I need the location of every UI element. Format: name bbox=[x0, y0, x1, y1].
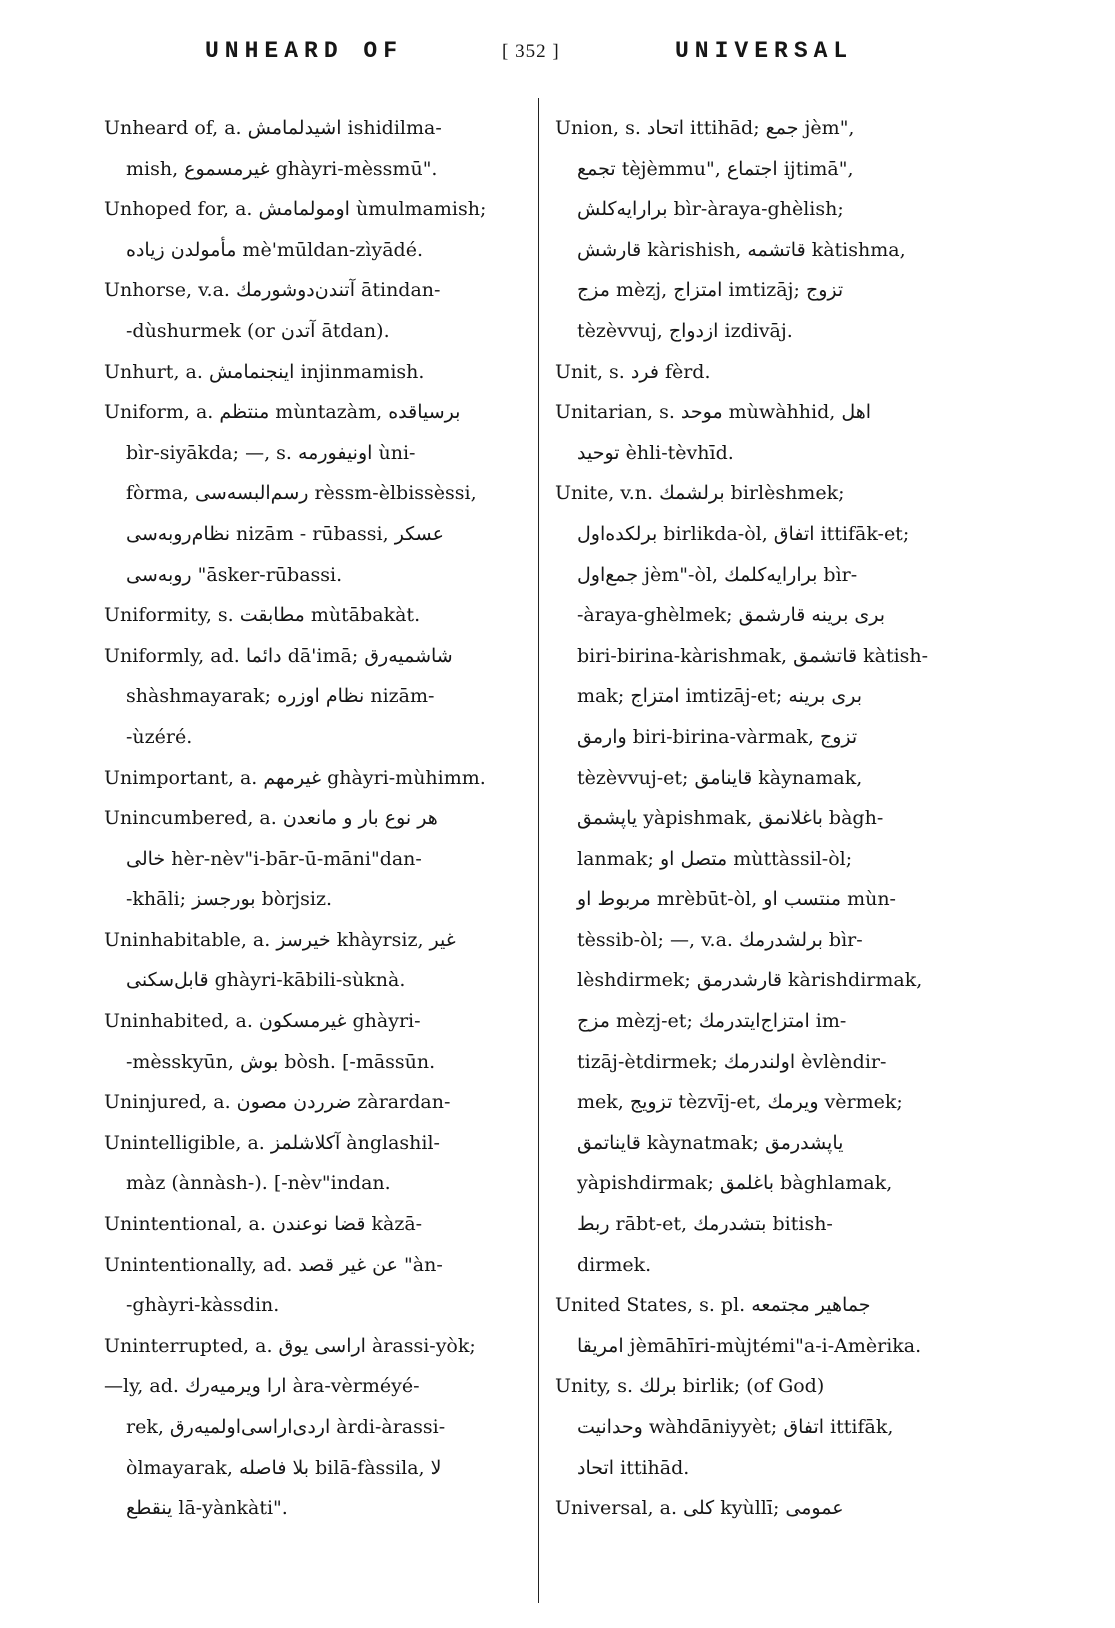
dictionary-line: اتحاد ittihād. bbox=[577, 1456, 690, 1479]
dictionary-line: biri-birina-kàrishmak, قاتشمق kàtish- bbox=[577, 644, 929, 667]
dictionary-line: United States, s. pl. جماهیر مجتمعه bbox=[555, 1294, 871, 1317]
dictionary-line: Unincumbered, a. هر نوع بار و مانعدن bbox=[104, 807, 438, 830]
dictionary-line: Uninhabited, a. غیرمسکون ghàyri- bbox=[104, 1010, 421, 1033]
dictionary-line: yàpishdirmak; باغلمق bàghlamak, bbox=[577, 1172, 893, 1195]
left-column bbox=[104, 108, 514, 1529]
dictionary-line: قایناتمق kàynatmak; یاپشدرمق bbox=[577, 1131, 844, 1154]
dictionary-line: Unintelligible, a. آکلاشلمز ànglashil- bbox=[104, 1131, 440, 1154]
dictionary-line: Unheard of, a. اشیدلمامش ishidilma- bbox=[104, 117, 442, 139]
dictionary-line: Unitarian, s. موحد mùwàhhid, اهل bbox=[555, 401, 872, 424]
dictionary-line: tèzèvvuj, ازدواج izdivāj. bbox=[577, 319, 793, 342]
dictionary-line: نظام‌روبه‌سی nizām - rūbassi, عسکر bbox=[126, 522, 444, 545]
dictionary-line: Uniform, a. منتظم mùntazàm, برسیاقده bbox=[104, 401, 461, 424]
dictionary-line: tèzèvvuj-et; قاینامق kàynamak, bbox=[577, 766, 863, 789]
dictionary-line: امریقا jèmāhīri-mùjtémi"a-i-Amèrika. bbox=[577, 1334, 922, 1357]
dictionary-line: ینقطع lā-yànkàti". bbox=[126, 1497, 288, 1520]
dictionary-line: mak; امتزاج imtizāj-et; بری برینه bbox=[577, 685, 863, 708]
dictionary-line: Unintentional, a. قضا نوعندن kàzā- bbox=[104, 1213, 423, 1236]
dictionary-line: خالی hèr-nèv"i-bār-ū-māni"dan- bbox=[126, 847, 422, 870]
dictionary-line: Unimportant, a. غیرمهم ghàyri-mùhimm. bbox=[104, 766, 486, 789]
dictionary-line: Unhurt, a. اینجنمامش injinmamish. bbox=[104, 360, 425, 383]
dictionary-line: یاپشمق yàpishmak, باغلانمق bàgh- bbox=[577, 807, 884, 830]
dictionary-line: mish, غیرمسموع ghàyri-mèssmū". bbox=[126, 157, 438, 180]
dictionary-line: Universal, a. کلی kyùllī; عمومی bbox=[555, 1497, 844, 1520]
dictionary-line: برلکده‌اول birlikda-òl, اتفاق ittifāk-et; bbox=[577, 522, 910, 545]
running-header bbox=[0, 38, 1115, 78]
dictionary-line: Uniformly, ad. دائما dā'imā; شاشمیه‌رق bbox=[104, 644, 453, 667]
dictionary-line: مربوط او mrèbūt-òl, منتسب او mùn- bbox=[577, 888, 896, 911]
dictionary-line: قارشش kàrishish, قاتشمه kàtishma, bbox=[577, 238, 906, 261]
dictionary-line: Unite, v.n. برلشمك birlèshmek; bbox=[555, 482, 845, 505]
header-last-word: UNIVERSAL bbox=[675, 38, 854, 64]
dictionary-line: ربط rābt-et, بتشدرمك bitish- bbox=[577, 1213, 833, 1236]
dictionary-line: -àraya-ghèlmek; بری برینه قارشمق bbox=[577, 604, 886, 627]
dictionary-line: Uninterrupted, a. اراسی یوق àrassi-yòk; bbox=[104, 1334, 476, 1357]
dictionary-line: توحید èhli-tèvhīd. bbox=[577, 441, 734, 464]
dictionary-line: tizāj-ètdirmek; اولندرمك èvlèndir- bbox=[577, 1050, 887, 1073]
page-number: [ 352 ] bbox=[502, 41, 560, 62]
dictionary-line: -ghàyri-kàssdin. bbox=[126, 1294, 280, 1317]
dictionary-line: shàshmayarak; نظام اوزره nizām- bbox=[126, 685, 435, 708]
dictionary-line: تجمع tèjèmmu", اجتماع ijtimā", bbox=[577, 157, 854, 180]
dictionary-line: rek, اردی‌اراسی‌اولمیه‌رق àrdi-àrassi- bbox=[126, 1416, 446, 1438]
dictionary-line: مزج mèzj, امتزاج imtizāj; تزوج bbox=[577, 279, 844, 302]
dictionary-line: —ly, ad. ارا ویرمیه‌رك àra-vèrméyé- bbox=[104, 1375, 420, 1398]
dictionary-line: lèshdirmek; قارشدرمق kàrishdirmak, bbox=[577, 969, 923, 992]
column-divider bbox=[538, 98, 539, 1603]
dictionary-line: -dùshurmek (or آتدن ātdan). bbox=[126, 319, 390, 342]
dictionary-line: òlmayarak, بلا فاصله bilā-fàssila, لا bbox=[126, 1456, 442, 1479]
dictionary-line: Unhorse, v.a. آتندن‌دوشورمك ātindan- bbox=[104, 279, 441, 302]
dictionary-line: Unit, s. فرد fèrd. bbox=[555, 360, 711, 383]
dictionary-line: mek, تزویج tèzvīj-et, ویرمك vèrmek; bbox=[577, 1091, 903, 1114]
dictionary-line: برارایه‌کلش bìr-àraya-ghèlish; bbox=[577, 198, 844, 221]
dictionary-line: مأمولدن زیاده mè'mūldan-zìyādé. bbox=[126, 238, 423, 261]
dictionary-line: قابل‌سکنی ghàyri-kābili-sùknà. bbox=[126, 969, 406, 992]
dictionary-line: -ùzéré. bbox=[126, 725, 193, 748]
dictionary-line: màz (ànnàsh-). [-nèv"indan. bbox=[126, 1172, 391, 1195]
dictionary-line: -mèsskyūn, بوش bòsh. [-māssūn. bbox=[126, 1050, 436, 1073]
right-column bbox=[555, 108, 965, 1529]
dictionary-line: Uninjured, a. ضرردن مصون zàrardan- bbox=[104, 1091, 451, 1114]
header-first-word: UNHEARD OF bbox=[205, 38, 404, 64]
dictionary-line: روبه‌سی "āsker-rūbassi. bbox=[126, 563, 343, 586]
dictionary-line: وحدانیت wàhdāniyyèt; اتفاق ittifāk, bbox=[577, 1416, 894, 1438]
dictionary-line: وارمق biri-birina-vàrmak, تزوج bbox=[577, 725, 858, 748]
dictionary-line: Uninhabitable, a. خیرسز khàyrsiz, غیر bbox=[104, 928, 456, 951]
dictionary-line: -khāli; بورجسز bòrjsiz. bbox=[126, 888, 333, 911]
dictionary-line: مزج mèzj-et; امتزاج‌ایتدرمك im- bbox=[577, 1010, 847, 1033]
dictionary-line: lanmak; متصل او mùttàssil-òl; bbox=[577, 847, 853, 870]
dictionary-line: Unity, s. برلك birlik; (of God) bbox=[555, 1375, 825, 1398]
dictionary-line: bìr-siyākda; —, s. اونیفورمه ùni- bbox=[126, 441, 416, 464]
dictionary-line: Uniformity, s. مطابقت mùtābakàt. bbox=[104, 604, 421, 627]
dictionary-line: tèssib-òl; —, v.a. برلشدرمك bìr- bbox=[577, 928, 863, 951]
dictionary-line: جمع‌اول jèm"-òl, برارایه‌کلمك bìr- bbox=[577, 563, 858, 586]
dictionary-line: dirmek. bbox=[577, 1253, 652, 1276]
dictionary-line: Unhoped for, a. اومولمامش ùmulmamish; bbox=[104, 198, 487, 221]
dictionary-line: Unintentionally, ad. عن غیر قصد "àn- bbox=[104, 1253, 443, 1276]
dictionary-line: Union, s. اتحاد ittihād; جمع jèm", bbox=[555, 117, 855, 139]
dictionary-line: fòrma, رسم‌البسه‌سی rèssm-èlbissèssi, bbox=[126, 482, 477, 505]
